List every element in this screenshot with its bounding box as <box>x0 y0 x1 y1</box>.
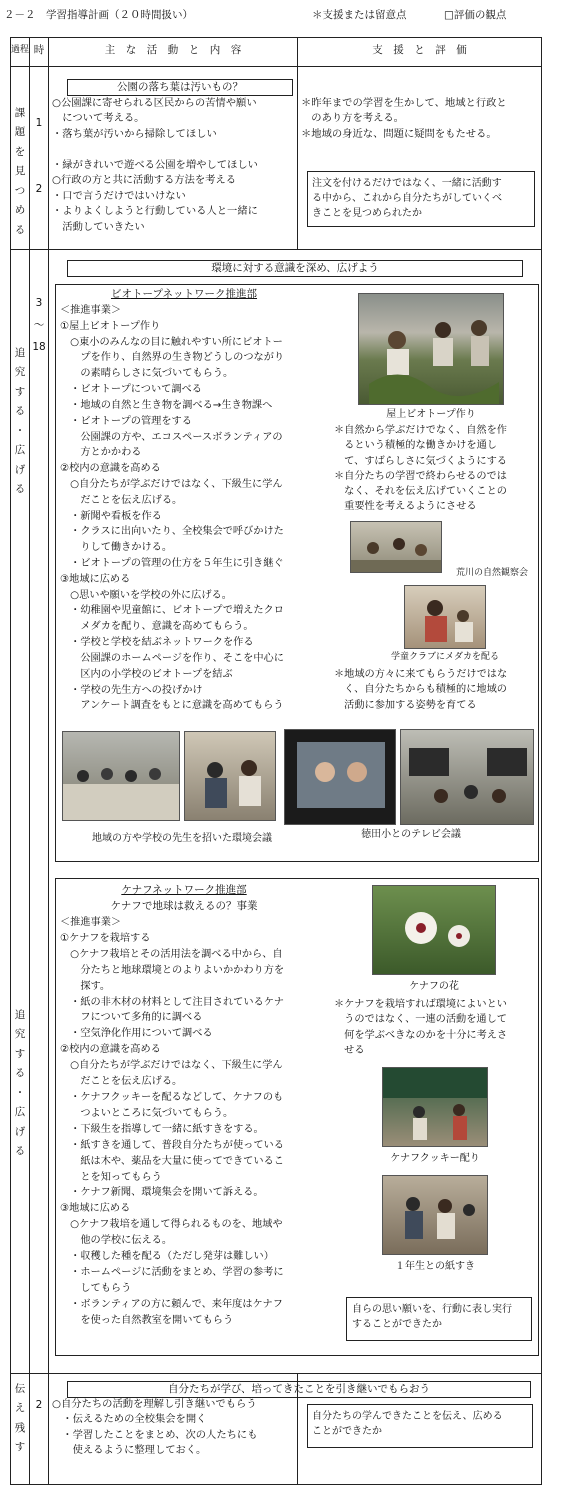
phase-label-char: ・ <box>14 1086 26 1099</box>
support-line: なく、それを伝え広げていくことの <box>334 486 507 498</box>
activity-line: ・下級生を指導して一緒に紙すきをする。 <box>60 1123 264 1135</box>
activity-line: 使えるように整理しておく。 <box>52 1444 207 1457</box>
activity-line: 公園課の方や、エコスペースボランティアの <box>60 431 283 443</box>
activity-line: ③地域に広める <box>60 573 131 585</box>
phase-label-char: げ <box>14 463 26 476</box>
phase-label-3 <box>11 1380 29 1458</box>
activity-line: ・ケナフクッキーを配るなどして、ケナフのも <box>60 1091 284 1103</box>
lesson-plan-table <box>10 37 542 1485</box>
photo-medaka-distribution <box>404 585 486 649</box>
activity-line: つよいところに気づいてもらう。 <box>60 1107 234 1119</box>
evaluation-line: る中から、これから自分たちがしていくべ <box>312 193 502 204</box>
activity-line: とを知ってもらう <box>60 1171 162 1183</box>
phase3-evaluation-box <box>307 1404 533 1448</box>
activity-line: を使った自然教室を開いてもらう <box>60 1314 234 1326</box>
phase-label-char: す <box>14 1047 26 1060</box>
activity-line: ○自分たちが学ぶだけではなく、下級生に学ん <box>60 1060 283 1072</box>
evaluation-line: きことを見つめられたか <box>312 208 422 219</box>
activity-line: ・学校と学校を結ぶネットワークを作る <box>60 637 254 649</box>
col-header-support: 支 援 と 評 価 <box>372 44 467 56</box>
support-line: ＊自分たちの学習で終わらせるのでは <box>334 470 507 482</box>
activity-line: プを作り、自然界の生き物どうしのつながり <box>60 352 285 364</box>
phase1-hour-2: 2 <box>35 183 43 195</box>
phase-label-2a <box>11 344 29 499</box>
evaluation-line: 注文を付けるだけではなく、一緒に活動す <box>312 178 502 189</box>
activity-line: ○東小のみんなの目に触れやすい所にビオトー <box>60 336 283 348</box>
activity-line: ○ケナフ栽培とその活用法を調べる中から、自 <box>60 948 283 960</box>
support-line: のあり方を考える。 <box>301 112 404 125</box>
support-line: て、すばらしさに気づくようにする <box>334 455 507 467</box>
activity-line: ・ケナフ新聞、環境集会を開いて訴える。 <box>60 1187 264 1199</box>
photo-kenaf-flower <box>372 885 496 975</box>
activity-line: ・新聞や看板を作る <box>60 510 162 522</box>
phase-label-char: 追 <box>14 347 26 359</box>
photo-arakawa-observation <box>350 521 442 573</box>
caption-arakawa-observation: 荒川の自然観察会 <box>455 568 528 578</box>
activity-line: ・学習したことをまとめ、次の人たちにも <box>52 1428 258 1441</box>
caption-kenaf-cookie: ケナフクッキー配り <box>390 1153 480 1164</box>
phase1-support-notes <box>301 96 507 142</box>
activity-line: 方とかかわる <box>60 447 142 459</box>
col-header-hours: 時 <box>33 44 45 56</box>
activity-line: 公園課のホームページを作り、そこを中心に <box>60 652 284 664</box>
support-line: るという積極的な働きかけを通し <box>334 440 497 452</box>
activity-line: ・紙の非木材の材料として注目されているケナ <box>60 996 284 1008</box>
biotope-activity-list <box>60 303 284 714</box>
activity-line: ①ケナフを栽培する <box>60 932 151 944</box>
evaluation-line: することができたか <box>352 1319 442 1330</box>
phase1-hour-1: 1 <box>35 117 43 129</box>
support-line: ＊昨年までの学習を生かして、地域と行政と <box>301 97 507 109</box>
kenaf-activity-list <box>60 915 284 1329</box>
activity-line: ・学校の先生方への投げかけ <box>60 684 203 696</box>
activity-line: ○公園課に寄せられる区民からの苦情や願い <box>52 97 257 109</box>
caption-environment-meeting: 地域の方や学校の先生を招いた環境会議 <box>92 833 272 844</box>
phase-label-char: る <box>14 482 26 495</box>
phase-label-char: 伝 <box>14 1383 26 1395</box>
activity-line: ・ビオトープの管理をする <box>60 415 192 427</box>
legend-support-note: ＊支援または留意点 <box>312 9 407 21</box>
activity-line: ○行政の方と共に活動する方法を考える <box>52 174 237 187</box>
activity-line: ・緑がきれいで遊べる公園を増やしてほしい <box>52 158 258 171</box>
support-line: 何を学ぶべきなのかを十分に考えさ <box>334 1029 508 1041</box>
activity-line: ・紙すきを通して、普段自分たちが使っている <box>60 1139 284 1151</box>
kenaf-heading: ケナフネットワーク推進部 <box>121 884 247 896</box>
biotope-support-notes-2 <box>334 667 507 713</box>
caption-medaka-distribution: 学童クラブにメダカを配る <box>390 652 499 662</box>
phase-label-char: 見 <box>14 165 26 178</box>
activity-line: りして働きかける。 <box>60 542 173 554</box>
kenaf-support-notes <box>334 997 507 1058</box>
activity-line: ・収穫した種を配る（ただし発芽は難しい） <box>60 1251 274 1263</box>
phase-label-char: 究 <box>14 366 26 379</box>
activity-line: ・ボランティアの方に頼んで、来年度はケナフ <box>60 1298 283 1310</box>
phase-label-char: 題 <box>14 126 26 139</box>
phase3-hour: 2 <box>35 1399 43 1411</box>
phase-label-char: す <box>14 385 26 398</box>
phase-label-char: 究 <box>14 1028 26 1041</box>
caption-tv-conference: 徳田小とのテレビ会議 <box>361 829 461 840</box>
phase-label-2b <box>11 1006 29 1161</box>
activity-line: ・落ち葉が汚いから掃除してほしい <box>52 127 217 140</box>
phase-label-char: 残 <box>14 1421 26 1434</box>
support-line: 重要性を考えるようにさせる <box>334 501 477 513</box>
support-line: ＊地域の身近な、問題に疑問をもたせる。 <box>301 127 497 140</box>
caption-kenaf-flower: ケナフの花 <box>409 981 459 992</box>
legend-evaluation-note: □評価の観点 <box>444 9 507 21</box>
activity-line: ・空気浄化作用について調べる <box>60 1028 213 1040</box>
phase2-theme-banner: 環境に対する意識を深め、広げよう <box>67 260 523 277</box>
activity-line: ②校内の意識を高める <box>60 463 161 475</box>
phase-label-char: る <box>14 405 26 418</box>
activity-line: ・口で言うだけではいけない <box>52 189 186 202</box>
phase-label-char: え <box>14 1402 26 1415</box>
phase-label-char: め <box>14 204 26 217</box>
support-line: うのではなく、一連の活動を通して <box>334 1014 507 1026</box>
phase-label-char: 追 <box>14 1009 26 1021</box>
phase-label-char: ・ <box>14 424 26 437</box>
activity-line: フについて多角的に調べる <box>60 1012 203 1024</box>
support-line: 活動に参加する姿勢を育てる <box>334 699 477 711</box>
activity-line: の素晴らしさに気づいてもらう。 <box>60 368 234 380</box>
support-line: ＊地域の方々に来てもらうだけではな <box>334 669 508 680</box>
kenaf-subheading: ケナフで地球は救えるの？事業 <box>110 900 258 912</box>
phase1-topic-box: 公園の落ち葉は汚いもの？ <box>67 79 293 96</box>
phase3-theme-banner: 自分たちが学び、培ってきたことを引き継いでもらおう <box>67 1381 531 1398</box>
phase1-evaluation-box <box>307 171 535 227</box>
photo-environment-meeting-1 <box>62 731 180 821</box>
activity-line: 活動していきたい <box>52 220 145 233</box>
photo-kenaf-cookie-distribution <box>382 1067 488 1147</box>
evaluation-line: 自分たちの学んできたことを伝え、広める <box>312 1411 503 1422</box>
support-line: ＊ケナフを栽培すれば環境によいとい <box>334 999 507 1010</box>
activity-line: 紙は木や、薬品を大量に使ってできているこ <box>60 1155 284 1167</box>
biotope-section <box>55 284 539 862</box>
phase-label-char: る <box>14 1067 26 1080</box>
activity-line: ①屋上ビオトープ作り <box>60 320 161 332</box>
activity-line: ○ケナフ栽培を通して得られるものを、地域や <box>60 1219 283 1231</box>
phase-label-char: 広 <box>14 444 26 457</box>
activity-line: ・地域の自然と生き物を調べる→生き物課へ <box>60 399 273 411</box>
biotope-heading: ビオトープネットワーク推進部 <box>110 288 258 300</box>
phase-label-char: る <box>14 223 26 236</box>
document-header <box>4 8 556 28</box>
activity-line: ・ホームページに活動をまとめ、学習の参考に <box>60 1266 284 1278</box>
photo-paper-making <box>382 1175 488 1255</box>
kenaf-section <box>55 878 539 1356</box>
activity-line: ○自分たちが学ぶだけではなく、下級生に学ん <box>60 478 283 490</box>
col-header-phase: 過程 <box>11 45 30 55</box>
phase2-hour-range: ～ <box>33 319 45 331</box>
support-line: せる <box>334 1044 365 1056</box>
phase-label-1 <box>11 104 29 240</box>
activity-line: ③地域に広める <box>60 1203 131 1215</box>
photo-environment-meeting-2 <box>184 731 276 821</box>
activity-line <box>52 142 258 157</box>
photo-tv-conference-room <box>400 729 534 825</box>
activity-line: について考える。 <box>52 112 145 125</box>
activity-line: アンケート調査をもとに意識を高めてもらう <box>60 700 284 712</box>
phase-label-char: る <box>14 1144 26 1157</box>
activity-line: だことを伝え広げる。 <box>60 1076 183 1088</box>
kenaf-evaluation-box <box>346 1297 532 1341</box>
phase-label-char: す <box>14 1441 26 1454</box>
activity-line: ②校内の意識を高める <box>60 1044 161 1056</box>
activity-line: ・幼稚園や児童館に、ビオトープで増えたクロ <box>60 605 284 617</box>
phase-label-char: つ <box>14 184 26 197</box>
activity-line: ＜推進事業＞ <box>60 305 122 316</box>
activity-line: ・ビオトープの管理の仕方を５年生に引き継ぐ <box>60 558 284 569</box>
activity-line: だことを伝え広げる。 <box>60 494 183 506</box>
activity-line: ・伝えるための全校集会を開く <box>52 1413 207 1426</box>
phase-label-char: 課 <box>14 107 26 119</box>
evaluation-line: 自らの思い願いを、行動に表し実行 <box>352 1304 512 1315</box>
phase-label-char: 広 <box>14 1106 26 1119</box>
phase-label-char: げ <box>14 1125 26 1138</box>
activity-line: 区内の小学校のビオトープを結ぶ <box>60 668 233 680</box>
activity-line: ○自分たちの活動を理解し引き継いでもらう <box>52 1398 257 1410</box>
activity-line: ○思いや願いを学校の外に広げる。 <box>60 589 232 601</box>
evaluation-line: ことができたか <box>312 1426 382 1437</box>
phase-label-char: を <box>14 145 26 158</box>
phase1-activity-list <box>52 96 258 235</box>
activity-line: メダカを配り、意識を高めてもらう。 <box>60 621 254 633</box>
activity-line: ・クラスに出向いたり、全校集会で呼びかけた <box>60 526 284 538</box>
caption-paper-making: １年生との紙すき <box>395 1261 475 1272</box>
activity-line: 他の学校に伝える。 <box>60 1235 173 1247</box>
activity-line: ＜推進事業＞ <box>60 917 122 928</box>
activity-line: 探す。 <box>60 980 111 992</box>
biotope-support-notes-1 <box>334 423 507 515</box>
support-line: く、自分たちからも積極的に地域の <box>334 684 507 696</box>
photo-tv-conference-screen <box>284 729 396 825</box>
phase2-hour-start: 3 <box>35 297 43 309</box>
activity-line: 分たちと地球環境とのよりよいかかわり方を <box>60 964 285 976</box>
col-header-activity: 主 な 活 動 と 内 容 <box>104 44 242 56</box>
support-line: ＊自然から学ぶだけでなく、自然を作 <box>334 425 507 436</box>
phase2-hour-end: 18 <box>32 341 46 353</box>
caption-rooftop-biotope: 屋上ビオトープ作り <box>386 409 476 420</box>
document-title: ２－２ 学習指導計画（２０時間扱い） <box>4 9 193 21</box>
activity-line: ・ビオトープについて調べる <box>60 384 202 396</box>
photo-rooftop-biotope <box>358 293 504 405</box>
activity-line: してもらう <box>60 1282 132 1294</box>
phase3-activity-list <box>52 1397 258 1459</box>
activity-line: ・よりよくしようと行動している人と一緒に <box>52 205 258 218</box>
